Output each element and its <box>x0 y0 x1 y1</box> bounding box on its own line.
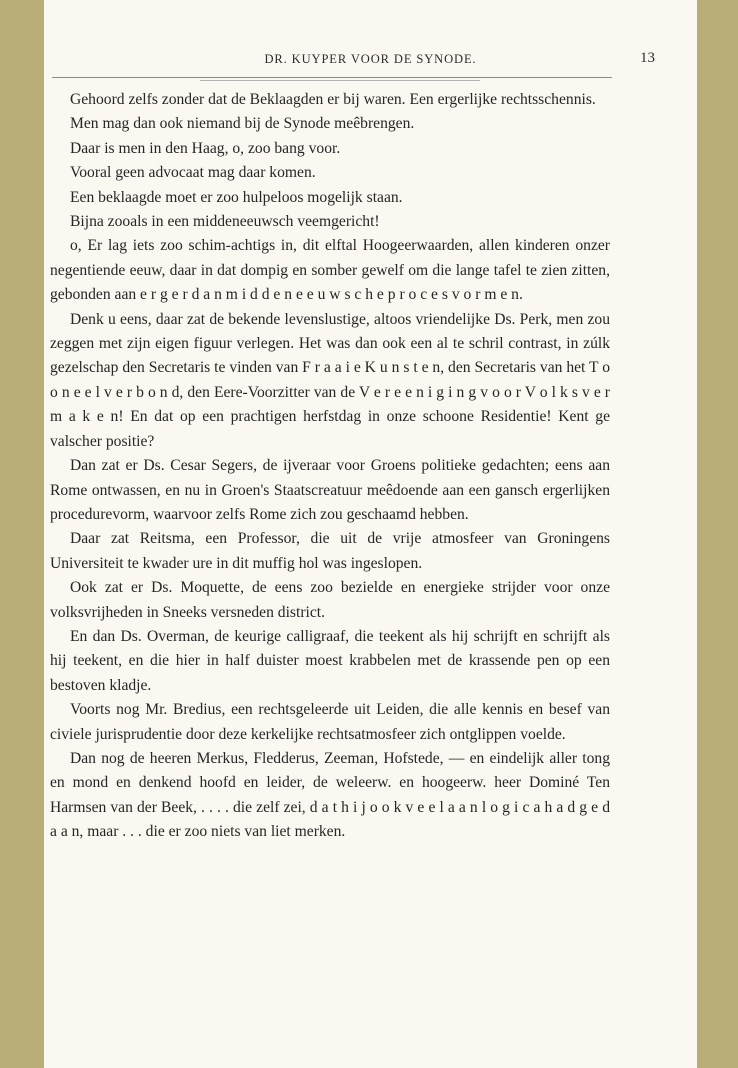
running-head <box>44 52 697 72</box>
paragraph-6: Bijna zooals in een middeneeuwsch veemgericht! <box>70 213 380 231</box>
paragraph-12: En dan Ds. Overman, de keurige calligraaf, die teekent als hij schrijft en schrijft als hij teekent, en die hier in half duister moest krabbelen met de krassende pen op een bestoven kladje. <box>50 627 610 694</box>
running-title: DR. KUYPER VOOR DE SYNODE. <box>264 52 477 66</box>
header-rule <box>52 77 612 78</box>
paragraph-7: o, Er lag iets zoo schim-achtigs in, dit elftal Hoogeerwaarden, allen kinderen onzer negentiende eeuw, daar in dat dompig en somber gewelf om die lange tafel te zien zitten, gebonden aan e r g e r d a n m i d d e n e e u w s c h e p r o c e s v o r m e n. <box>50 237 610 304</box>
page-number: 13 <box>640 50 655 66</box>
paragraph-2: Men mag dan ook niemand bij de Synode meêbrengen. <box>70 115 415 133</box>
paragraph-4: Vooral geen advocaat mag daar komen. <box>70 164 316 182</box>
paragraph-8: Denk u eens, daar zat de bekende levenslustige, altoos vriendelijke Ds. Perk, men zou zeggen met zijn eigen figuur verlegen. Het was dan ook een al te schril contrast, in zúlk gezelschap den Secretaris te vinden van F r a a i e K u n s t e n, den Secretaris van het T o o n e e l v e r b o n d, den Eere-Voorzitter van de V e r e e n i g i n g v o o r V o l k s v e r m a k e n! En dat op een prachtigen herfstdag in onze schoone Residentie! Kent ge valscher positie? <box>50 310 610 450</box>
paragraph-10: Daar zat Reitsma, een Professor, die uit de vrije atmosfeer van Groningens Universiteit te kwader ure in dit muffig hol was ingeslopen. <box>50 530 610 572</box>
paragraph-9: Dan zat er Ds. Cesar Segers, de ijveraar voor Groens politieke gedachten; eens aan Rome ontwassen, en nu in Groen's Staatscreatuur meêdoende aan een gansch ergerlijken procedurevorm, waarvoor zelfs Rome zich zou geschaamd hebben. <box>50 457 610 523</box>
paragraph-5: Een beklaagde moet er zoo hulpeloos mogelijk staan. <box>70 188 403 206</box>
scan-edge-left <box>0 0 44 1068</box>
paragraph-13: Voorts nog Mr. Bredius, een rechtsgeleerde uit Leiden, die alle kennis en besef van civiele jurisprudentie door deze kerkelijke rechtsatmosfeer zich ontglippen voelde. <box>50 701 610 743</box>
paragraph-14: Dan nog de heeren Merkus, Fledderus, Zeeman, Hofstede, — en eindelijk aller tong en mond en denkend hoofd en leider, de weleerw. en hoogeerw. heer Dominé Ten Harmsen van der Beek, . . . . die zelf zei, d a t h i j o o k v e e l a a n l o g i c a h a d g e d a a n, maar . . . die er zoo niets van liet merken. <box>50 749 610 841</box>
body-text <box>50 88 610 845</box>
paragraph-1: Gehoord zelfs zonder dat de Beklaagden er bij waren. Een ergerlijke rechtsschennis. <box>70 91 596 108</box>
paragraph-11: Ook zat er Ds. Moquette, de eens zoo bezielde en energieke strijder voor onze volksvrijheden in Sneeks versneden district. <box>50 579 610 621</box>
paragraph-3: Daar is men in den Haag, o, zoo bang voor. <box>70 139 341 157</box>
scan-edge-right <box>697 0 738 1068</box>
header-rule-secondary <box>200 80 480 81</box>
